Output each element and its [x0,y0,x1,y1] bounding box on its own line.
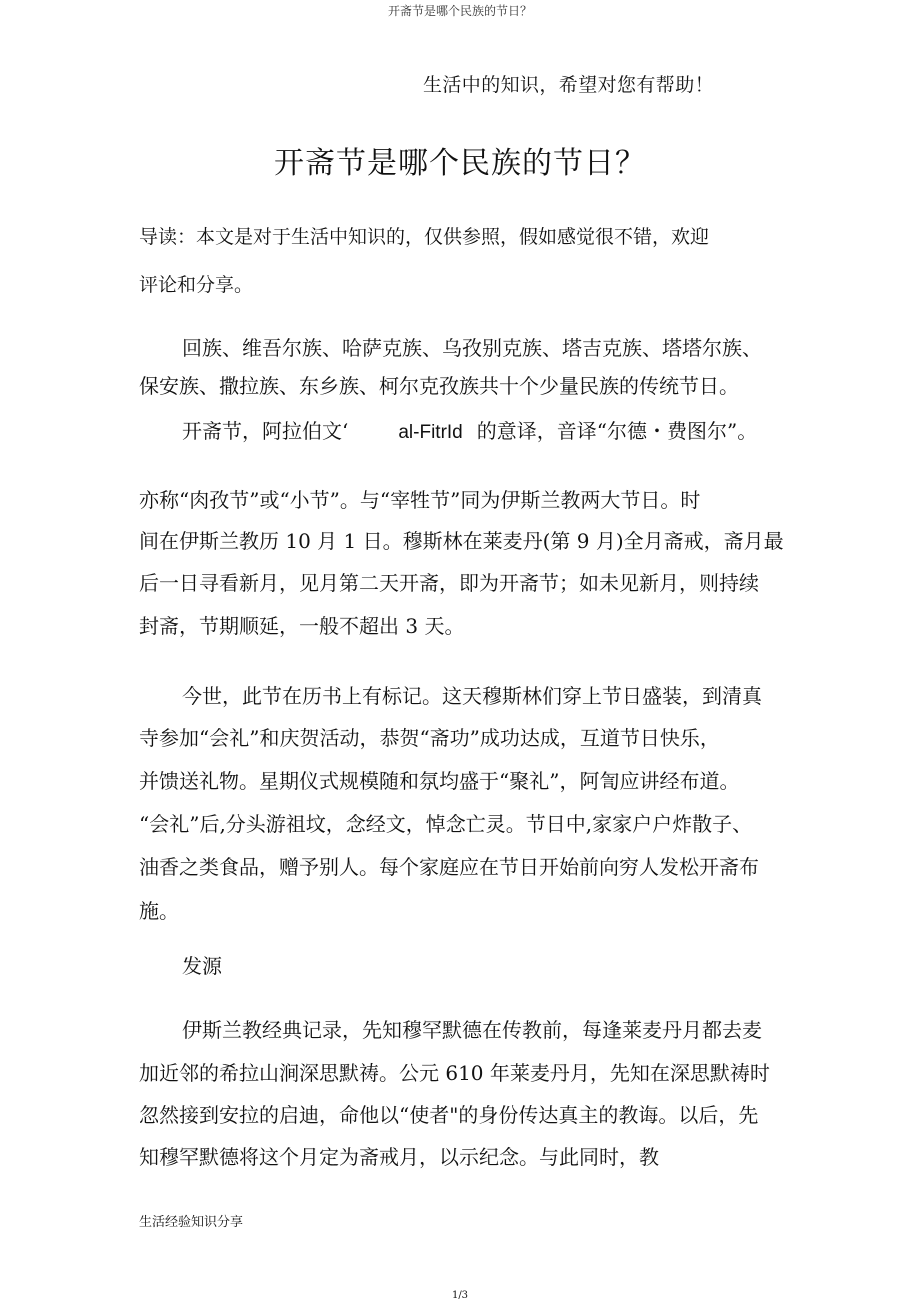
para2-before: 开斋节，阿拉伯文‘ [182,419,349,443]
para2-latin-term: al-FitrId [398,422,463,443]
intro-line-1: 导读：本文是对于生活中知识的，仅供参照，假如感觉很不错，欢迎 [139,226,710,248]
para2-after: 的意译，音译“尔德・费图尔”。 [476,419,758,443]
para5-line-4: 知穆罕默德将这个月定为斋戒月，以示纪念。与此同时，教 [139,1145,659,1169]
para3-line-2: 间在伊斯兰教历 10 月 1 日。穆斯林在莱麦丹(第 9 月)全月斋戒，斋月最 [139,529,784,553]
page-title: 开斋节是哪个民族的节日？ [274,146,646,181]
para1-line-1: 回族、维吾尔族、哈萨克族、乌孜别克族、塔吉克族、塔塔尔族、 [182,336,762,360]
para1-line-2: 保安族、撒拉族、东乡族、柯尔克孜族共十个少量民族的传统节日。 [139,374,739,398]
running-header: 开斋节是哪个民族的节日？ [387,4,532,18]
para4-line-1: 今世，此节在历书上有标记。这天穆斯林们穿上节日盛装，到清真 [182,684,762,708]
para5-line-3: 忽然接到安拉的启迪，命他以“使者"的身份传达真主的教诲。以后，先 [139,1103,759,1127]
para5-line-1: 伊斯兰教经典记录，先知穆罕默德在传教前，每逢莱麦丹月都去麦 [182,1018,762,1042]
para5-line-2: 加近邻的希拉山涧深思默祷。公元 610 年莱麦丹月，先知在深思默祷时 [139,1061,770,1085]
para4-line-2: 寺参加“会礼”和庆贺活动，恭贺“斋功”成功达成，互道节日快乐， [139,726,720,750]
para4-line-6: 施。 [139,899,179,923]
tagline: 生活中的知识，希望对您有帮助！ [423,74,715,96]
para4-line-4: “会礼”后,分头游祖坟，念经文，悼念亡灵。节日中,家家户户炸散子、 [139,812,753,836]
para4-line-5: 油香之类食品，赠予别人。每个家庭应在节日开始前向穷人发松开斋布 [139,855,759,879]
para3-line-3: 后一日寻看新月，见月第二天开斋，即为开斋节；如未见新月，则持续 [139,571,759,595]
para3-line-4: 封斋，节期顺延，一般不超出 3 天。 [139,614,465,638]
section-heading-origin: 发源 [182,954,222,978]
para2-line [182,415,757,444]
para4-line-3: 并馈送礼物。星期仪式规模随和氛均盛于“聚礼”，阿訇应讲经布道。 [139,769,740,793]
page-number: 1/3 [451,1290,469,1301]
intro-line-2: 评论和分享。 [139,274,254,296]
page-footer: 生活经验知识分享 [139,1215,244,1230]
para3-line-1: 亦称“肉孜节”或“小节”。与“宰牲节”同为伊斯兰教两大节日。时 [139,488,701,512]
